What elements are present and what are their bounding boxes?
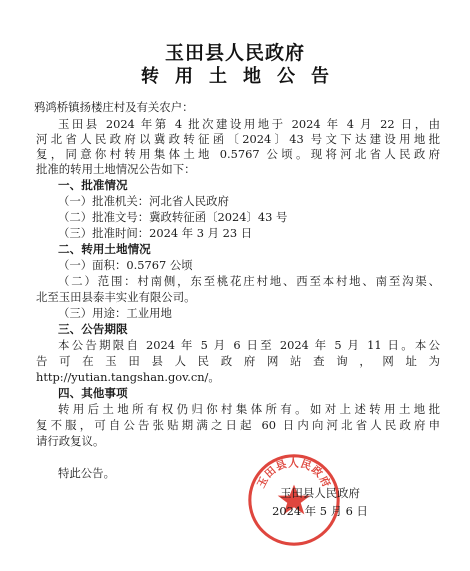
section-heading: 一、批准情况: [58, 178, 128, 192]
section-item: （二）批准文号：冀政转征函〔2024〕43 号: [58, 210, 288, 224]
intro-line: 批准的转用土地情况公告如下：: [36, 162, 196, 176]
section-heading: 三、公告期限: [58, 322, 128, 336]
svg-text:玉田县人民政府: 玉田县人民政府: [255, 457, 333, 490]
section-item: （一）批准机关：河北省人民政府: [58, 194, 229, 208]
section-heading: 四、其他事项: [58, 386, 128, 400]
section-text: 复不服，可自公告张贴期满之日起 60 日内向河北省人民政府申: [36, 418, 440, 432]
section-text: 本公告期限自 2024 年 5 月 6 日至 2024 年 5 月 11 日。本公: [58, 338, 440, 352]
section-item: （一）面积：0.5767 公顷: [58, 258, 193, 272]
section-text: 请行政复议。: [36, 434, 105, 448]
section-text: 转用后土地所有权仍归你村集体所有。如对上述转用土地批: [58, 402, 440, 416]
signature-org: 玉田县人民政府: [280, 486, 360, 500]
document-subtitle: 转用土地公告: [141, 66, 345, 87]
website-url: http://yutian.tangshan.gov.cn/。: [36, 370, 220, 384]
section-item: （三）批准时间：2024 年 3 月 23 日: [58, 226, 253, 240]
section-item: （三）用途：工业用地: [58, 306, 172, 320]
section-item: （二）范围：村南侧，东至桃花庄村地、西至本村地、南至沟渠、: [58, 274, 440, 288]
document-title: 玉田县人民政府: [164, 42, 305, 64]
section-heading: 二、转用土地情况: [58, 242, 151, 256]
signature-date: 2024 年 5 月 6 日: [272, 504, 368, 518]
intro-line: 玉田县 2024 年第 4 批次建设用地于 2024 年 4 月 22 日，由: [58, 117, 440, 131]
intro-line: 复，同意你村转用集体土地 0.5767 公顷。现将河北省人民政府: [36, 147, 440, 161]
official-seal-image: [246, 452, 342, 548]
section-item: 北至玉田县泰丰实业有限公司。: [36, 290, 196, 304]
recipient-line: 鸦鸿桥镇扬楼庄村及有关农户：: [34, 100, 194, 114]
closing-text: 特此公告。: [58, 466, 115, 480]
section-text: 告可在玉田县人民政府网站查询，网址为: [36, 354, 440, 368]
intro-line: 河北省人民政府以冀政转征函〔2024〕43 号文下达建设用地批: [36, 132, 440, 146]
